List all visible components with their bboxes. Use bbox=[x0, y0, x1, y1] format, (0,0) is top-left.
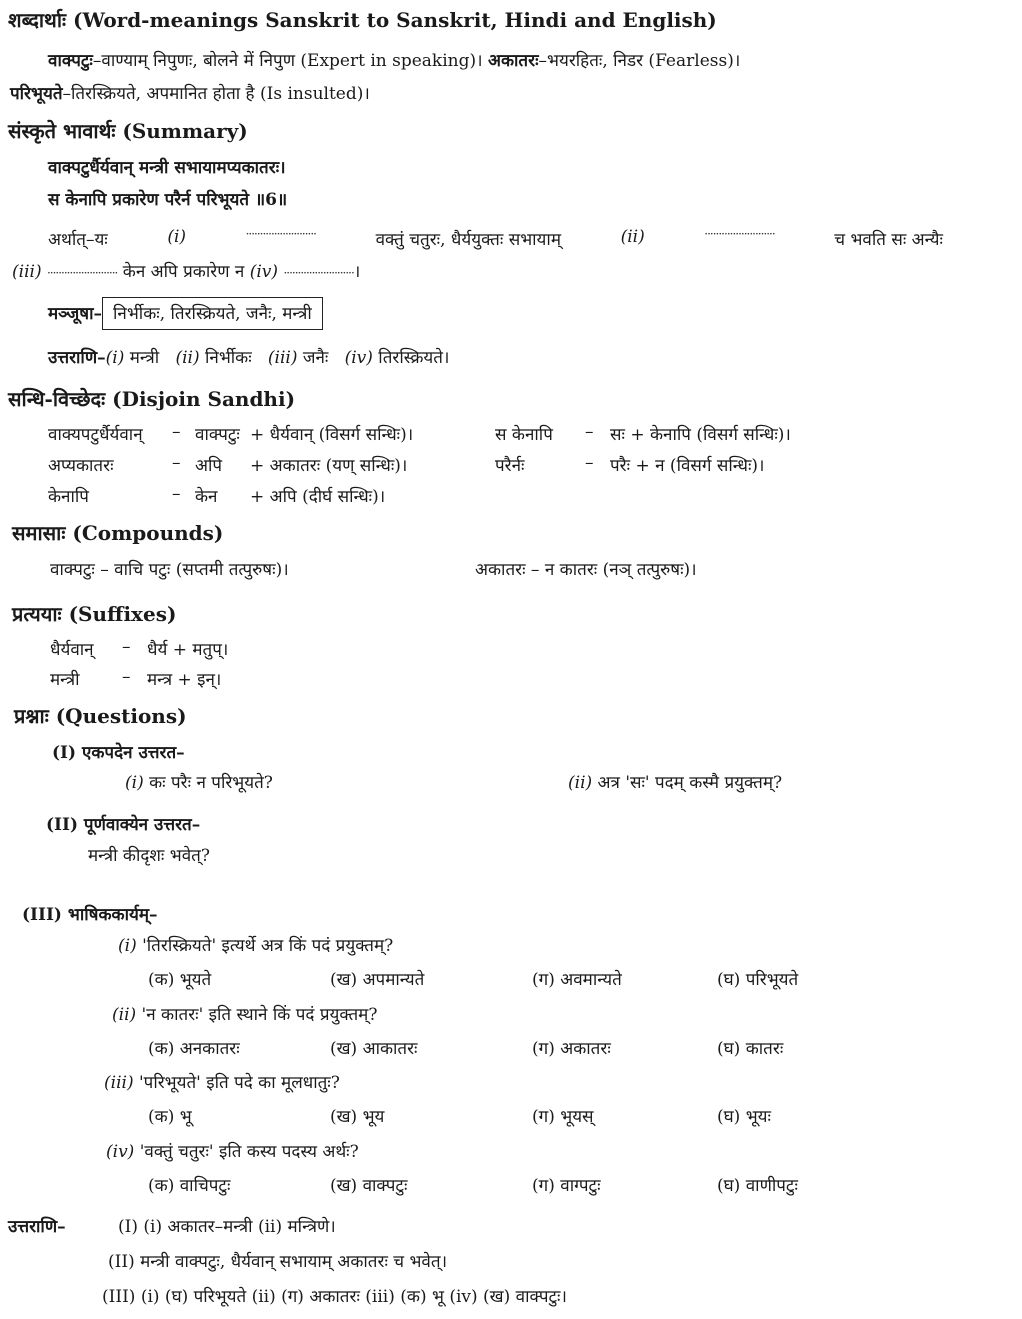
question-1-ii: (ii) अत्र 'सः' पदम् कस्मै प्रयुक्तम्? bbox=[568, 773, 783, 793]
question-part-3-title: (III) भाषिककार्यम्– bbox=[22, 905, 158, 925]
mcq-option[interactable]: (ख) अपमान्यते bbox=[330, 970, 425, 990]
mcq-option[interactable]: (क) भू bbox=[148, 1107, 192, 1127]
verse-line-1: वाक्पटुर्धैर्यवान् मन्त्री सभायामप्यकातरः। bbox=[48, 158, 286, 178]
verse-line-2: स केनापि प्रकारेण परैर्न परिभूयते ॥6॥ bbox=[48, 190, 288, 210]
fill-blank[interactable]: ························· bbox=[283, 266, 354, 280]
compound-item-1: वाक्पटुः – वाचि पटुः (सप्तमी तत्पुरुषः)। bbox=[50, 560, 289, 580]
word-box: निर्भीकः, तिरस्क्रियते, जनैः, मन्त्री bbox=[102, 297, 323, 330]
heading-english: (Disjoin Sandhi) bbox=[112, 387, 296, 411]
meaning-text: वक्तुं चतुरः, धैर्ययुक्तः सभायाम् bbox=[375, 230, 561, 250]
word-meaning-line-1 bbox=[48, 48, 740, 71]
mcq-question: (iii) 'परिभूयते' इति पदे का मूलधातुः? bbox=[104, 1073, 340, 1093]
mcq-option[interactable]: (क) भूयते bbox=[148, 970, 212, 990]
compound-item-2: अकातरः – न कातरः (नञ् तत्पुरुषः)। bbox=[475, 560, 697, 580]
fill-blank[interactable]: ························· bbox=[46, 266, 118, 280]
fill-blank[interactable]: ························· bbox=[704, 227, 775, 241]
mcq-option[interactable]: (ग) अकातरः bbox=[532, 1039, 611, 1059]
mcq-question: (i) 'तिरस्क्रियते' इत्यर्थे अत्र किं पदं प्रयुक्तम्? bbox=[118, 936, 394, 956]
answer-line-2: (II) मन्त्री वाक्पटुः, धैर्यवान् सभायाम् अकातरः च भवेत्। bbox=[108, 1252, 448, 1272]
question-part-2-title: (II) पूर्णवाक्येन उत्तरत– bbox=[46, 815, 201, 835]
meaning-line-2: (iii) ························· केन अपि प्रकारेण न (iv) ·························। bbox=[12, 262, 361, 282]
word-meanings-heading bbox=[8, 6, 717, 33]
definition: –तिरस्क्रियते, अपमानित होता है (Is insulted)। bbox=[62, 84, 370, 104]
mcq-option[interactable]: (ग) भूयस् bbox=[532, 1107, 594, 1127]
answer-line-3: (III) (i) (घ) परिभूयते (ii) (ग) अकातरः (iii) (क) भू (iv) (ख) वाक्पटुः। bbox=[102, 1287, 567, 1307]
question-part-1-title: (I) एकपदेन उत्तरत– bbox=[52, 743, 185, 763]
blank-label: (ii) bbox=[620, 227, 645, 247]
mcq-question: (ii) 'न कातरः' इति स्थाने किं पदं प्रयुक्तम्? bbox=[112, 1005, 378, 1025]
suffixes-heading bbox=[12, 600, 176, 627]
manjusha-label: मञ्जूषा– bbox=[48, 304, 103, 324]
meaning-line-1 bbox=[48, 227, 943, 250]
meaning-text: केन अपि प्रकारेण न bbox=[122, 262, 245, 282]
fill-blank[interactable]: ························· bbox=[245, 227, 316, 241]
heading-english: (Word-meanings Sanskrit to Sanskrit, Hindi and English) bbox=[73, 8, 717, 32]
blank-label: (iv) bbox=[249, 262, 279, 282]
mcq-option[interactable]: (ग) वाग्पटुः bbox=[532, 1176, 601, 1196]
question-2: मन्त्री कीदृशः भवेत्? bbox=[88, 846, 210, 866]
heading-english: (Suffixes) bbox=[68, 602, 177, 626]
question-1-i: (i) कः परैः न परिभूयते? bbox=[125, 773, 273, 793]
heading-hindi: संस्कृते भावार्थः bbox=[8, 119, 116, 143]
mcq-option[interactable]: (ग) अवमान्यते bbox=[532, 970, 622, 990]
answers-label: उत्तराणि– bbox=[8, 1217, 66, 1237]
mcq-option[interactable]: (घ) वाणीपटुः bbox=[717, 1176, 798, 1196]
blank-label: (i) bbox=[167, 227, 187, 247]
mcq-option[interactable]: (क) वाचिपटुः bbox=[148, 1176, 231, 1196]
meaning-text: च भवति सः अन्यैः bbox=[834, 230, 943, 250]
heading-hindi: समासाः bbox=[12, 521, 66, 545]
mcq-option[interactable]: (घ) भूयः bbox=[717, 1107, 771, 1127]
heading-hindi: सन्धि-विच्छेदः bbox=[8, 387, 106, 411]
mcq-option[interactable]: (ख) भूय bbox=[330, 1107, 385, 1127]
mcq-question: (iv) 'वक्तुं चतुरः' इति कस्य पदस्य अर्थः? bbox=[106, 1142, 359, 1162]
heading-english: (Summary) bbox=[122, 119, 248, 143]
meaning-prefix: अर्थात्–यः bbox=[48, 230, 108, 250]
answers-label: उत्तराणि– bbox=[48, 348, 106, 368]
heading-hindi: शब्दार्थाः bbox=[8, 8, 67, 32]
sandhi-heading bbox=[8, 385, 295, 412]
heading-english: (Compounds) bbox=[72, 521, 224, 545]
heading-hindi: प्रत्ययाः bbox=[12, 602, 62, 626]
summary-heading bbox=[8, 117, 248, 144]
term: अकातरः bbox=[487, 51, 539, 71]
mcq-option[interactable]: (ख) आकातरः bbox=[330, 1039, 418, 1059]
compounds-heading bbox=[12, 519, 223, 546]
term: वाक्पटुः bbox=[48, 51, 93, 71]
blank-label: (iii) bbox=[12, 262, 42, 282]
definition: –भयरहितः, निडर (Fearless)। bbox=[538, 51, 741, 71]
summary-answers: उत्तराणि–(i) मन्त्री (ii) निर्भीकः (iii) जनैः (iv) तिरस्क्रियते। bbox=[48, 348, 450, 368]
manjusha bbox=[48, 297, 323, 330]
definition: –वाण्याम् निपुणः, बोलने में निपुण (Expert in speaking)। bbox=[92, 51, 483, 71]
mcq-option[interactable]: (क) अनकातरः bbox=[148, 1039, 240, 1059]
term: परिभूयते bbox=[10, 84, 63, 104]
questions-heading bbox=[14, 702, 187, 729]
mcq-option[interactable]: (घ) कातरः bbox=[717, 1039, 784, 1059]
heading-english: (Questions) bbox=[55, 704, 187, 728]
answer-line-1: (I) (i) अकातर–मन्त्री (ii) मन्त्रिणे। bbox=[118, 1217, 336, 1237]
heading-hindi: प्रश्नाः bbox=[14, 704, 49, 728]
mcq-option[interactable]: (घ) परिभूयते bbox=[717, 970, 799, 990]
word-meaning-line-2 bbox=[10, 81, 370, 104]
mcq-option[interactable]: (ख) वाक्पटुः bbox=[330, 1176, 408, 1196]
